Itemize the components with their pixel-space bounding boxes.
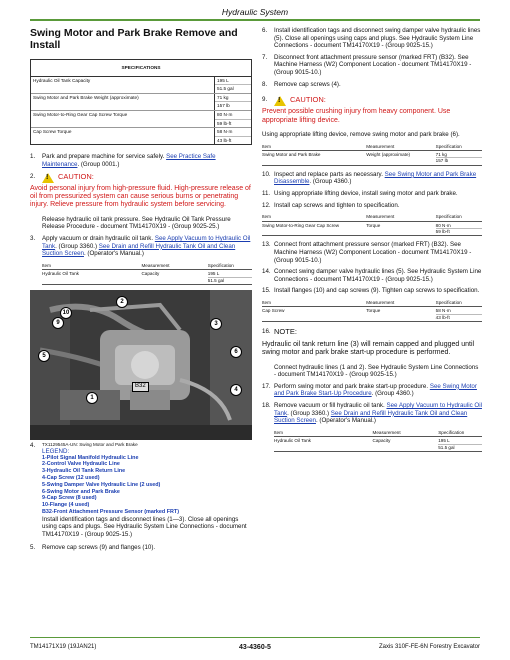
spec-row <box>31 77 251 94</box>
legend-title: LEGEND: <box>42 447 70 455</box>
col-measurement: Measurement <box>366 214 395 220</box>
sensor-tag-b32: B32 <box>132 382 149 392</box>
legend-item: 4-Cap Screw (12 used) <box>42 474 100 481</box>
step-number: 7. <box>262 53 268 61</box>
col-item: Item <box>42 262 51 268</box>
table-header-row <box>42 262 252 270</box>
right-column <box>262 27 482 457</box>
spec-row <box>31 94 251 111</box>
step-number: 1. <box>30 153 36 161</box>
spec-value: 58 N·m <box>215 128 251 137</box>
step-number: 6. <box>262 27 268 34</box>
step-1 <box>30 153 252 168</box>
caution-block-2 <box>262 96 482 106</box>
tank-capacity-table <box>42 262 252 285</box>
cell-spec: 59 lb-ft <box>435 228 450 234</box>
step-text: Remove cap screws (4). <box>274 80 341 88</box>
step-number: 14. <box>262 268 271 276</box>
caution-block-1 <box>30 173 252 183</box>
spec-value: 71 kg <box>215 94 251 103</box>
step-11 <box>262 190 482 198</box>
legend-item: B32-Front Attachment Pressure Sensor (marked FRT) <box>42 508 179 515</box>
ring-gear-torque-table <box>262 213 482 236</box>
legend-item: 5-Swing Damper Valve Hydraulic Line (2 used) <box>42 481 161 488</box>
swing-motor-photo <box>30 290 252 440</box>
spec-row <box>31 128 251 144</box>
step-text: Install identification tags and disconnect swing damper valve hydraulic lines (5). Close all openings using caps and plugs. See Hydraulic System Line Connections - document TM14170X19 - (Group 9025-15.) <box>274 27 481 50</box>
table-row <box>42 270 252 285</box>
spec-label: Swing Motor and Park Brake Weight (approximate) <box>31 94 215 110</box>
spec-value: 59 lb-ft <box>217 120 232 126</box>
warning-icon <box>274 96 286 106</box>
cell-spec: 195 L <box>208 271 252 277</box>
step-text: Remove vacuum or fill hydraulic oil tank. <box>274 401 385 409</box>
table-header-row <box>262 143 482 151</box>
step-text: Connect hydraulic lines (1 and 2). See Hydraulic System Line Connections - document TM14170X19 - (Group 9025-15.) <box>274 363 479 379</box>
col-specification: Specification <box>435 214 462 220</box>
col-specification: Specification <box>207 262 234 268</box>
cell-spec: 157 lb <box>435 158 449 164</box>
weight-table <box>262 143 482 166</box>
step-text-suffix: . (Group 0001.) <box>77 160 120 168</box>
col-item: Item <box>262 299 271 305</box>
step-text-suffix: . (Operator's Manual.) <box>315 417 376 425</box>
step-text-suffix: . (Operator's Manual.) <box>83 250 144 258</box>
step-text: Park and prepare machine for service safely. <box>42 153 165 161</box>
step-text: Remove cap screws (9) and flanges (10). <box>42 544 156 552</box>
step-text: Install cap screws and tighten to specification. <box>274 201 400 209</box>
legend-item: 1-Pilot Signal Manifold Hydraulic Line <box>42 454 139 461</box>
step-number: 5. <box>30 544 36 552</box>
step-12 <box>262 202 482 210</box>
step-14 <box>262 268 482 283</box>
footer-doc-id: TM14171X19 (19JAN21) <box>30 644 97 650</box>
step-text: Using appropriate lifting device, install swing motor and park brake. <box>274 189 458 197</box>
specifications-title: SPECIFICATIONS <box>31 60 251 77</box>
legend-item: 6-Swing Motor and Park Brake <box>42 488 120 495</box>
col-specification: Specification <box>435 143 462 149</box>
step-2-text <box>30 216 252 231</box>
cell-measurement: Torque <box>366 308 381 314</box>
step-number: 18. <box>262 401 271 409</box>
col-measurement: Measurement <box>366 143 395 149</box>
callout-9: 9 <box>52 317 64 329</box>
cell-measurement: Capacity <box>141 271 160 277</box>
step-number: 10. <box>262 170 271 178</box>
step-number: 4. <box>30 441 36 449</box>
step-text: Install flanges (10) and cap screws (9). Tighten cap screws to specification. <box>274 287 480 295</box>
cap-screw-torque-table <box>262 299 482 322</box>
caution-label: CAUTION: <box>290 95 326 105</box>
spec-value: 43 lb-ft <box>217 137 232 143</box>
step-16-text <box>262 364 482 379</box>
cell-item: Swing Motor and Park Brake <box>262 151 321 157</box>
cell-measurement: Capacity <box>372 438 391 444</box>
step-number: 3. <box>30 234 36 242</box>
step-text: Disconnect front attachment pressure sensor (marked FRT) (B32). See Machine Harness (W2) Component Location - document TM14170X19 - (Group 9015-10.) <box>274 53 472 76</box>
spec-value: 51.5 gal <box>217 86 234 92</box>
spec-value: 195 L <box>215 77 251 86</box>
step-text: Apply vacuum or drain hydraulic oil tank. <box>42 234 154 242</box>
cell-spec: 71 kg <box>436 152 482 158</box>
legend-item: 2-Control Valve Hydraulic Line <box>42 461 120 468</box>
col-item: Item <box>274 429 283 435</box>
tank-capacity-table-2 <box>274 429 482 452</box>
note-block <box>262 328 482 336</box>
step-text: Connect swing damper valve hydraulic lines (5). See Hydraulic System Line Connections - document TM14170X19 - (Group 9025-15.) <box>274 268 482 283</box>
table-header-row <box>262 299 482 307</box>
cell-spec: 80 N·m <box>436 223 482 229</box>
step-number: 15. <box>262 287 271 295</box>
left-column <box>30 27 252 556</box>
step-number: 12. <box>262 201 271 209</box>
col-specification: Specification <box>438 429 465 435</box>
cell-measurement: Torque <box>366 222 381 228</box>
legend-item: 9-Cap Screw (8 used) <box>42 495 97 502</box>
step-6 <box>262 27 482 50</box>
step-text-mid: . (Group 3360.) <box>287 409 330 417</box>
footer-page-number: 43-4360-5 <box>239 644 271 651</box>
cell-spec: 51.5 gal <box>207 277 225 283</box>
cell-spec: 58 N·m <box>436 308 482 314</box>
table-row <box>262 307 482 322</box>
step-text-suffix: . (Group 4360.) <box>371 390 414 398</box>
step-number: 2. <box>30 172 36 180</box>
table-row <box>262 151 482 166</box>
caution-text: Avoid personal injury from high-pressure fluid. High-pressure release of oil from pressurized system can cause serious burns or penetrating injury. Relieve pressure from hydraulic system before servicing. <box>30 184 251 209</box>
step-text: Using appropriate lifting device, remove swing motor and park brake (6). <box>262 130 460 138</box>
col-measurement: Measurement <box>372 429 401 435</box>
cell-item: Hydraulic Oil Tank <box>42 271 79 277</box>
step-number: 13. <box>262 241 271 249</box>
drain-refill-link[interactable]: See Drain and Refill Hydraulic Tank Oil and Clean Suction Screen <box>274 409 468 425</box>
step-text: Release hydraulic oil tank pressure. See Hydraulic Oil Tank Pressure Release Procedure - document TM14170X19 - (Group 9025-25.) <box>42 215 231 231</box>
disassemble-link[interactable]: See Swing Motor and Park Brake Disassemble <box>274 170 477 186</box>
step-8 <box>262 81 482 89</box>
footer-machine-name: Zaxis 310F-FE-6N Forestry Excavator <box>378 644 480 650</box>
callout-4: 4 <box>230 384 242 396</box>
practice-safe-maintenance-link[interactable]: See Practice Safe Maintenance <box>42 153 216 168</box>
callout-6: 6 <box>230 346 242 358</box>
drain-refill-link[interactable]: See Drain and Refill Hydraulic Tank Oil and Clean Suction Screen <box>42 242 236 258</box>
spec-value: 157 lb <box>217 103 230 109</box>
step-5 <box>30 544 252 552</box>
section-title: Swing Motor and Park Brake Remove and Install <box>30 27 238 51</box>
figure-caption: TX1129545A-UN: Swing Motor and Park Brake <box>42 441 138 447</box>
step-7 <box>262 54 482 77</box>
step-13 <box>262 241 482 264</box>
step-text: Perform swing motor and park brake start-up procedure. <box>274 382 429 390</box>
step-text: Inspect and replace parts as necessary. <box>274 170 383 178</box>
step-number: 17. <box>262 382 271 390</box>
step-text: Install identification tags and disconnect lines (1—3). Close all openings using caps and plugs. See Hydraulic System Line Connections - document TM14170X19 - (Group 9025-15.) <box>42 515 247 538</box>
cell-item: Hydraulic Oil Tank <box>274 438 311 444</box>
footer-rule <box>30 637 480 638</box>
step-17 <box>262 383 482 398</box>
step-10 <box>262 171 482 186</box>
apply-vacuum-link[interactable]: See Apply Vacuum to Hydraulic Oil Tank <box>42 234 251 250</box>
step-3 <box>30 235 252 258</box>
col-measurement: Measurement <box>366 299 395 305</box>
apply-vacuum-link[interactable]: See Apply Vacuum to Hydraulic Oil Tank <box>274 401 482 417</box>
caution-label: CAUTION: <box>58 171 94 181</box>
callout-5: 5 <box>38 350 50 362</box>
cell-spec: 195 L <box>438 438 482 444</box>
step-text: Connect front attachment pressure sensor (marked FRT) (B32). See Machine Harness (W2) Component Location - document TM14170X19 - (Group 9015-10.) <box>274 241 472 264</box>
col-specification: Specification <box>435 299 462 305</box>
spec-label: Cap Screw Torque <box>31 128 215 144</box>
warning-icon <box>42 173 54 183</box>
step-number: 11. <box>262 189 271 197</box>
spec-value: 80 N·m <box>215 111 251 120</box>
header-rule <box>30 19 480 21</box>
note-text: Hydraulic oil tank return line (3) will remain capped and plugged until swing motor and park brake start-up procedure is performed. <box>262 340 475 357</box>
cell-item: Swing Motor-to-Ring Gear Cap Screw <box>262 222 340 228</box>
step-number: 16. <box>262 328 271 336</box>
legend-item: 10-Flange (4 used) <box>42 502 90 509</box>
spec-row <box>31 111 251 128</box>
cell-spec: 51.5 gal <box>438 444 455 450</box>
cell-spec: 43 lb-ft <box>435 314 450 320</box>
col-item: Item <box>262 143 271 149</box>
step-number: 9. <box>262 96 268 104</box>
cell-item: Cap Screw <box>262 308 285 314</box>
page-header: Hydraulic System <box>221 7 289 17</box>
table-row <box>274 437 482 452</box>
step-9-text <box>262 131 482 139</box>
step-text-suffix: . (Group 4360.) <box>309 178 352 186</box>
spec-label: Swing Motor-to-Ring Gear Cap Screw Torque <box>31 111 215 127</box>
caution-text: Prevent possible crushing injury from heavy component. Use appropriate lifting device. <box>262 108 451 124</box>
col-measurement: Measurement <box>141 262 170 268</box>
table-header-row <box>262 213 482 221</box>
specifications-table <box>30 59 252 145</box>
callout-1: 1 <box>86 392 98 404</box>
spec-label: Hydraulic Oil Tank Capacity <box>31 77 215 93</box>
callout-2: 2 <box>116 296 128 308</box>
start-up-procedure-link[interactable]: See Swing Motor and Park Brake Start-Up Procedure <box>274 382 477 398</box>
step-15 <box>262 287 482 295</box>
step-number: 8. <box>262 80 268 88</box>
callout-3: 3 <box>210 318 222 330</box>
col-item: Item <box>262 214 271 220</box>
table-row <box>262 222 482 237</box>
step-4 <box>30 442 252 539</box>
step-18 <box>262 402 482 425</box>
cell-measurement: Weight (approximate) <box>366 151 411 157</box>
legend-item: 3-Hydraulic Oil Tank Return Line <box>42 468 126 475</box>
step-text-mid: . (Group 3360.) <box>55 242 98 250</box>
callout-10: 10 <box>60 307 72 319</box>
note-label: NOTE: <box>274 327 297 337</box>
table-header-row <box>274 429 482 437</box>
